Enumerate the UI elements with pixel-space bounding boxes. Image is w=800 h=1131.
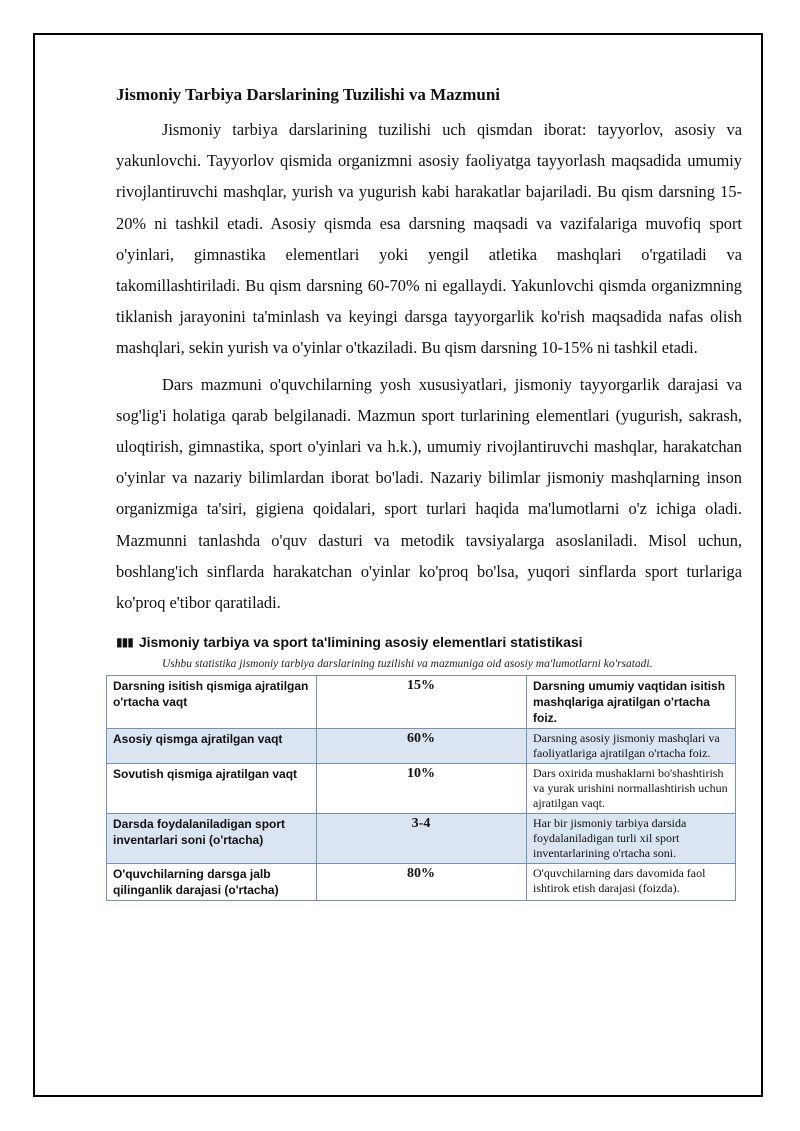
stats-subtitle: Ushbu statistika jismoniy tarbiya darslarining tuzilishi va mazmuniga oid asosiy ma'lumotlarni ko'rsatadi.	[162, 658, 653, 671]
row-label: Darsning isitish qismiga ajratilgan o'rtacha vaqt	[107, 676, 317, 729]
row-value: 10%	[317, 764, 527, 814]
document-title: Jismoniy Tarbiya Darslarining Tuzilishi va Mazmuni	[116, 85, 501, 104]
paragraph-content: Dars mazmuni o'quvchilarning yosh xususiyatlari, jismoniy tayyorgarlik darajasi va sog'lig'i holatiga qarab belgilanadi. Mazmun sport turlarining elementlari (yugurish, sakrash, uloqtirish, gimnastika, sport o'yinlari va h.k.), umumiy rivojlantiruvchi mashqlar, harakatchan o'yinlar va nazariy bilimlardan iborat bo'ladi. Nazariy bilimlar jismoniy mashqlarning inson organizmiga ta'siri, gigiena qoidalari, sport turlari haqida ma'lumotlarni o'z ichiga oladi. Mazmunni tanlashda o'quv dasturi va metodik tavsiyalarga asoslaniladi. Misol uchun, boshlang'ich sinflarda harakatchan o'yinlar ko'proq bo'lsa, yuqori sinflarda sport turlariga ko'proq e'tibor qaratiladi.	[116, 374, 742, 613]
row-value: 80%	[317, 864, 527, 901]
paragraph-structure: Jismoniy tarbiya darslarining tuzilishi uch qismdan iborat: tayyorlov, asosiy va yakunlovchi. Tayyorlov qismida organizmni asosiy faoliyatga tayyorlash maqsadida umumiy rivojlantiruvchi mashqlar, yurish va yugurish kabi harakatlar bajariladi. Bu qism darsning 15-20% ni tashkil etadi. Asosiy qismda esa darsning maqsadi va vazifalariga muvofiq sport o'yinlari, gimnastika elementlari yoki yengil atletika mashqlari o'rgatiladi va takomillashtiriladi. Bu qism darsning 60-70% ni egallaydi. Yakunlovchi qismda organizmning tiklanish jarayonini ta'minlash va keyingi darsga tayyorgarlik ko'rish maqsadida nafas olish mashqlari, sekin yurish va o'yinlar o'tkaziladi. Bu qism darsning 10-15% ni tashkil etadi.	[116, 120, 742, 358]
stats-heading	[116, 634, 742, 650]
row-description: Dars oxirida mushaklarni bo'shashtirish va yurak urishini normallashtirish uchun ajratilgan vaqt.	[527, 764, 736, 814]
row-label: Sovutish qismiga ajratilgan vaqt	[107, 764, 317, 814]
row-label: Darsda foydalaniladigan sport inventarlari soni (o'rtacha)	[107, 814, 317, 864]
row-value: 3-4	[317, 814, 527, 864]
row-description: O'quvchilarning dars davomida faol ishtirok etish darajasi (foizda).	[527, 864, 736, 901]
stats-table	[106, 675, 736, 901]
table-row	[107, 764, 736, 814]
page-content	[113, 84, 742, 901]
row-value: 15%	[317, 676, 527, 729]
row-value: 60%	[317, 729, 527, 764]
bar-chart-icon: ▮▮▮	[116, 635, 133, 650]
table-row	[107, 864, 736, 901]
row-label: Asosiy qismga ajratilgan vaqt	[107, 729, 317, 764]
row-description: Darsning umumiy vaqtidan isitish mashqlariga ajratilgan o'rtacha foiz.	[527, 676, 736, 729]
table-row	[107, 729, 736, 764]
row-label: O'quvchilarning darsga jalb qilinganlik darajasi (o'rtacha)	[107, 864, 317, 901]
row-description: Darsning asosiy jismoniy mashqlari va faoliyatlariga ajratilgan o'rtacha foiz.	[527, 729, 736, 764]
table-row	[107, 814, 736, 864]
table-row	[107, 676, 736, 729]
row-description: Har bir jismoniy tarbiya darsida foydalaniladigan turli xil sport inventarlarining o'rtacha soni.	[527, 814, 736, 864]
stats-title-text: Jismoniy tarbiya va sport ta'limining asosiy elementlari statistikasi	[138, 634, 583, 651]
